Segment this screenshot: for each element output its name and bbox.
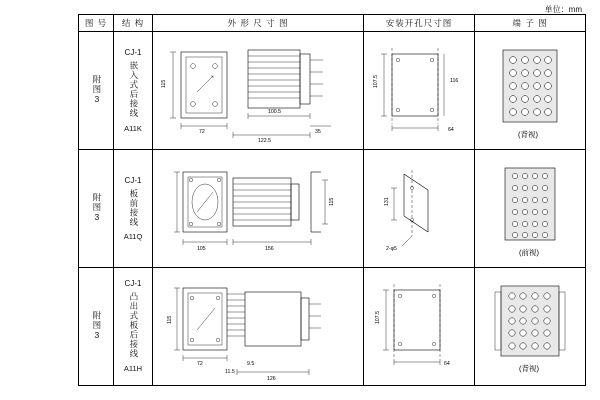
outline-drawing-2 (153, 150, 363, 268)
cell-fig-no (79, 150, 114, 268)
fig-no-label: 附图3 (91, 310, 102, 341)
header-mounting-dims: 安装开孔尺寸图 (364, 15, 475, 32)
header-terminal-diagram: 端 子 图 (475, 15, 586, 32)
structure-desc: 板前接线 (128, 188, 139, 227)
structure-desc: 嵌入式后接线 (128, 61, 139, 118)
cell-structure (114, 32, 153, 150)
cell-outline-drawing (153, 268, 364, 386)
cell-mounting-drawing (364, 32, 475, 150)
header-structure: 结 构 (114, 15, 153, 32)
dim-64: 64 (444, 361, 450, 367)
dim-105: 105 (197, 246, 206, 252)
cell-fig-no (79, 32, 114, 150)
table-header (79, 15, 586, 32)
cell-outline-drawing (153, 150, 364, 268)
unit-note: 单位：mm (544, 5, 582, 14)
header-fig-no: 图 号 (79, 15, 114, 32)
dim-126: 126 (267, 376, 276, 382)
dim-64: 64 (448, 127, 454, 133)
dim-72: 72 (199, 129, 205, 135)
cell-structure (114, 150, 153, 268)
cell-mounting-drawing (364, 268, 475, 386)
fig-no-label: 附图3 (91, 74, 102, 105)
dim-156: 156 (265, 246, 274, 252)
structure-code: A11K (124, 123, 142, 133)
dim-107-5: 107.5 (375, 311, 381, 324)
outline-drawing-3 (153, 268, 363, 386)
dim-107-5: 107.5 (373, 75, 379, 88)
table-row (79, 150, 586, 268)
structure-model: CJ-1 (124, 279, 142, 289)
dim-131: 131 (384, 197, 390, 206)
structure-code: A11Q (123, 232, 143, 242)
cell-structure (114, 268, 153, 386)
terminal-view-label: (背视) (518, 130, 538, 139)
dim-116: 116 (450, 78, 459, 84)
cell-mounting-drawing (364, 150, 475, 268)
terminal-view-label: (背视) (519, 364, 539, 373)
dim-35: 35 (315, 129, 321, 135)
table-row (79, 32, 586, 150)
dim-122-5: 122.5 (258, 138, 271, 144)
terminal-view-label: (前视) (519, 248, 539, 257)
structure-desc: 凸出式板后接线 (128, 292, 139, 359)
terminal-drawing-2 (475, 150, 585, 268)
mounting-drawing-3 (364, 268, 474, 386)
outline-drawing-1 (153, 32, 363, 150)
terminal-drawing-1 (475, 32, 585, 150)
terminal-drawing-3 (475, 268, 585, 386)
dim-115: 115 (167, 315, 173, 324)
dim-115: 115 (329, 197, 335, 206)
cell-outline-drawing (153, 32, 364, 150)
cell-terminal-drawing (475, 150, 586, 268)
dim-11-5: 11.5 (225, 369, 235, 375)
structure-model: CJ-1 (124, 48, 142, 57)
structure-code: A11H (123, 364, 143, 374)
mounting-drawing-2 (364, 150, 474, 268)
cell-terminal-drawing (475, 32, 586, 150)
table-row (79, 268, 586, 386)
dim-9-5: 9.5 (247, 361, 255, 367)
dim-100-5: 100.5 (268, 109, 281, 115)
spec-table (78, 14, 586, 386)
cell-fig-no (79, 268, 114, 386)
dim-115: 115 (161, 79, 167, 88)
cell-terminal-drawing (475, 268, 586, 386)
mounting-drawing-1 (364, 32, 474, 150)
dim-72: 72 (197, 361, 203, 367)
dim-2-phi5: 2-φ5 (386, 246, 397, 252)
structure-model: CJ-1 (124, 175, 142, 185)
header-outline-dims: 外 形 尺 寸 图 (153, 15, 364, 32)
fig-no-label: 附图3 (91, 192, 102, 223)
